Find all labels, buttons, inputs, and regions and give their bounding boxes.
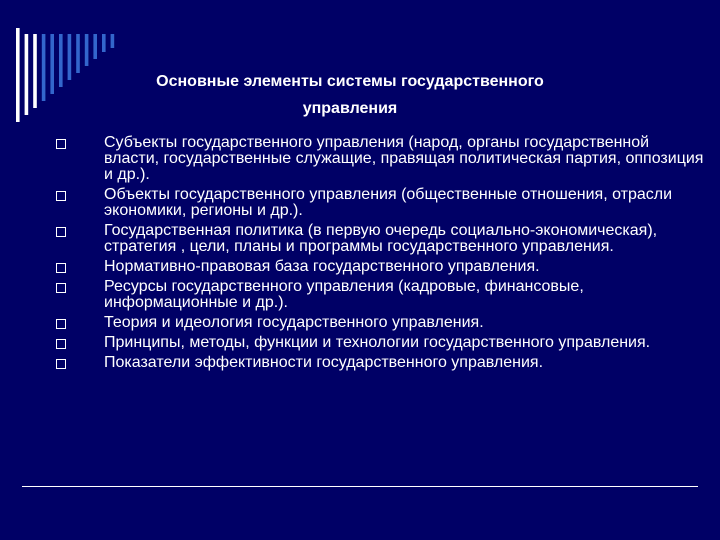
list-item (56, 135, 706, 183)
stripe (16, 34, 20, 122)
list-item (56, 187, 706, 219)
hollow-square-icon (56, 191, 66, 201)
hollow-square-icon (56, 263, 66, 273)
stripe (111, 34, 115, 48)
hollow-square-icon (56, 359, 66, 369)
bullet-text: Ресурсы государственного управления (кадровые, финансовые, информационные и др.). (104, 278, 584, 311)
bullet-text: Объекты государственного управления (общественные отношения, отрасли экономики, регионы и др.). (104, 186, 673, 219)
stripe (25, 34, 29, 115)
vertical-stripes-decoration (0, 0, 130, 130)
stripe (85, 34, 89, 66)
slide-title: Основные элементы системы государственного управления (156, 73, 544, 117)
hollow-square-icon (56, 139, 66, 149)
stripe (102, 34, 106, 52)
stripe (50, 34, 54, 94)
bullet-text: Принципы, методы, функции и технологии государственного управления. (104, 334, 651, 351)
list-item (56, 223, 706, 255)
bottom-divider (22, 486, 698, 487)
stripe (93, 34, 97, 59)
bullet-text: Государственная политика (в первую очередь социально-экономическая), стратегия , цели, планы и программы государственного управления. (104, 222, 658, 255)
bullet-list (56, 135, 706, 375)
list-item (56, 335, 706, 351)
bullet-text: Субъекты государственного управления (народ, органы государственной власти, государственные служащие, правящая политическая партия, оппозиция и др.). (104, 134, 704, 183)
list-item (56, 355, 706, 371)
bullet-text: Теория и идеология государственного управления. (104, 314, 484, 331)
hollow-square-icon (56, 227, 66, 237)
stripe (59, 34, 63, 87)
stripe (76, 34, 80, 73)
hollow-square-icon (56, 283, 66, 293)
stripe (42, 34, 46, 101)
stripe (33, 34, 37, 108)
bullet-text: Нормативно-правовая база государственного управления. (104, 258, 540, 275)
stripe (68, 34, 72, 80)
hollow-square-icon (56, 339, 66, 349)
hollow-square-icon (56, 319, 66, 329)
bullet-text: Показатели эффективности государственного управления. (104, 354, 544, 371)
list-item (56, 315, 706, 331)
list-item (56, 259, 706, 275)
stripe-cap (16, 28, 20, 34)
list-item (56, 279, 706, 311)
